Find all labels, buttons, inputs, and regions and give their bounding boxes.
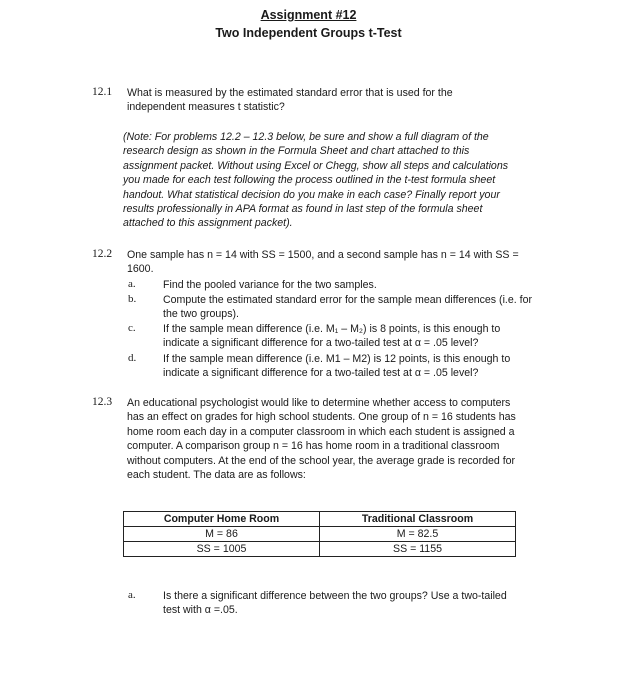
- question-number-12-2: 12.2: [92, 248, 113, 260]
- part-text-12-2-d: If the sample mean difference (i.e. M1 – M2) is 12 points, is this enough to indicate a significant difference for a two-tailed test at α = .05 level?: [163, 353, 511, 380]
- question-number-12-3: 12.3: [92, 396, 113, 408]
- part-letter-12-2-c: c.: [128, 322, 136, 334]
- table-row: [124, 527, 516, 542]
- table-header-row: [124, 512, 516, 527]
- part-text-12-2-a: Find the pooled variance for the two samples.: [163, 279, 377, 291]
- table-header-computer: Computer Home Room: [124, 512, 320, 527]
- table-cell: SS = 1155: [320, 542, 516, 557]
- table-header-traditional: Traditional Classroom: [320, 512, 516, 527]
- part-text-12-2-b: Compute the estimated standard error for the sample mean differences (i.e. for the two groups).: [163, 294, 533, 321]
- question-12-3-intro: An educational psychologist would like to determine whether access to computers has an effect on grades for high school students. One group of n = 16 students has home room each day in a computer classroom in which each student is assigned a computer. A comparison group n = 16 has home room in a traditional classroom without computers. At the end of the school year, the average grade is recorded for each student. The data are as follows:: [127, 397, 516, 482]
- table-cell: M = 82.5: [320, 527, 516, 542]
- table-row: [124, 542, 516, 557]
- question-12-1-text: What is measured by the estimated standard error that is used for the independent measures t statistic?: [127, 87, 453, 114]
- part-text-12-3-a: Is there a significant difference between the two groups? Use a two-tailed test with α =.05.: [163, 590, 507, 617]
- part-letter-12-2-b: b.: [128, 293, 137, 305]
- table-cell: M = 86: [124, 527, 320, 542]
- part-letter-12-2-d: d.: [128, 352, 137, 364]
- part-letter-12-3-a: a.: [128, 589, 136, 601]
- question-number-12-1: 12.1: [92, 86, 113, 98]
- question-12-2-intro: One sample has n = 14 with SS = 1500, and a second sample has n = 14 with SS = 1600.: [127, 249, 519, 276]
- instructions-note: (Note: For problems 12.2 – 12.3 below, be sure and show a full diagram of the research design as shown in the Formula Sheet and chart attached to this assignment packet. Without using Excel or Chegg, show all steps and calculations you made for each test following the process outlined in the t-test formula sheet handout. What statistical decision do you make in each case? Finally report your results professionally in APA format as found in last step of the formula sheet attached to this assignment packet).: [123, 131, 509, 230]
- assignment-subtitle: Two Independent Groups t-Test: [215, 26, 402, 40]
- table-cell: SS = 1005: [124, 542, 320, 557]
- assignment-title: Assignment #12: [260, 8, 357, 22]
- part-letter-12-2-a: a.: [128, 278, 136, 290]
- part-text-12-2-c: If the sample mean difference (i.e. M₁ – M₂) is 8 points, is this enough to indicate a significant difference for a two-tailed test at α = .05 level?: [163, 323, 501, 350]
- data-table: [123, 511, 516, 557]
